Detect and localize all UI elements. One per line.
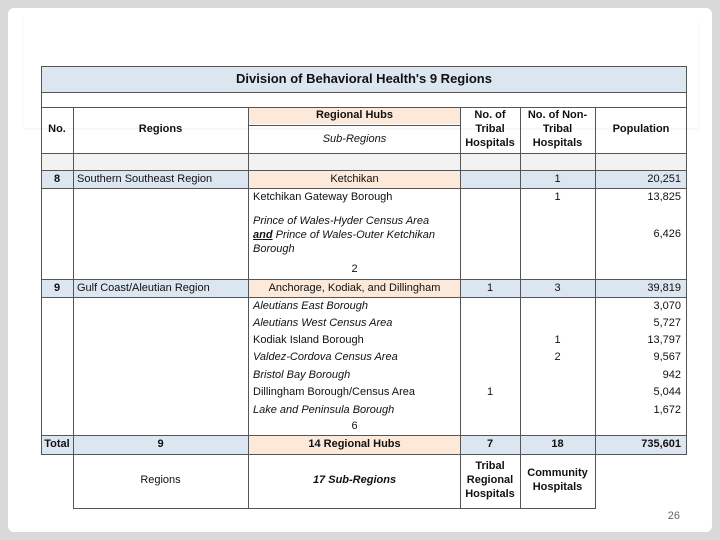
grid-line bbox=[595, 107, 596, 509]
footer-regions: Regions bbox=[140, 474, 181, 487]
row-9-nontribal: 3 bbox=[520, 280, 595, 297]
header-regional-hubs: Regional Hubs bbox=[249, 108, 460, 124]
sub-prince-of-wales-and: and bbox=[253, 229, 273, 242]
sub-bristol-bay: Bristol Bay Borough bbox=[253, 368, 351, 381]
total-population: 735,601 bbox=[595, 436, 687, 454]
sub-valdez-nontribal: 2 bbox=[554, 350, 561, 363]
spacer-row bbox=[41, 154, 687, 170]
sub-prince-of-wales-population: 6,426 bbox=[653, 227, 681, 240]
grid-line bbox=[248, 107, 249, 509]
sub-aleutians-west: Aleutians West Census Area bbox=[253, 316, 393, 329]
total-label: Total bbox=[41, 436, 73, 454]
sub-prince-of-wales-line2 bbox=[253, 229, 435, 243]
header-nontribal: No. of Non-Tribal Hospitals bbox=[527, 109, 588, 149]
header-population: Population bbox=[612, 123, 670, 136]
header-tribal: No. of Tribal Hospitals bbox=[465, 109, 515, 149]
grid-line bbox=[686, 66, 687, 455]
sub-lake-peninsula: Lake and Peninsula Borough bbox=[253, 403, 395, 416]
row-8-population: 20,251 bbox=[595, 171, 687, 188]
table-title: Division of Behavioral Health's 9 Regions bbox=[41, 66, 687, 92]
sub-lake-peninsula-population: 1,672 bbox=[653, 403, 681, 416]
header-sub-regions: Sub-Regions bbox=[322, 133, 387, 146]
grid-line bbox=[520, 107, 521, 509]
row-8-hub: Ketchikan bbox=[249, 171, 460, 188]
header-no: No. bbox=[48, 123, 66, 136]
footer-tribal: Tribal Regional Hospitals bbox=[465, 460, 515, 500]
sub-prince-of-wales-line1: Prince of Wales-Hyder Census Area bbox=[253, 215, 430, 228]
sub-kodiak: Kodiak Island Borough bbox=[253, 333, 364, 346]
row-9-region: Gulf Coast/Aleutian Region bbox=[73, 280, 248, 297]
row-8-tribal bbox=[460, 171, 520, 188]
sub-dillingham: Dillingham Borough/Census Area bbox=[253, 385, 416, 398]
page-number: 26 bbox=[667, 510, 680, 522]
row-9-population: 39,819 bbox=[595, 280, 687, 297]
grid-line bbox=[41, 92, 687, 93]
sub-ketchikan-nontribal: 1 bbox=[554, 190, 561, 203]
row-8-nontribal: 1 bbox=[520, 171, 595, 188]
row-9-no: 9 bbox=[41, 280, 73, 297]
grid-line bbox=[41, 297, 687, 298]
total-regions: 9 bbox=[73, 436, 248, 454]
grid-line bbox=[41, 153, 687, 154]
grid-line bbox=[73, 508, 595, 509]
sub-valdez-population: 9,567 bbox=[653, 350, 681, 363]
grid-line bbox=[41, 66, 42, 455]
row-9-hub: Anchorage, Kodiak, and Dillingham bbox=[249, 280, 460, 297]
grid-line bbox=[41, 188, 687, 189]
sub-aleutians-west-population: 5,727 bbox=[653, 316, 681, 329]
sub-prince-of-wales-line3: Borough bbox=[253, 242, 295, 255]
grid-line bbox=[41, 107, 687, 108]
sub-prince-of-wales-line2-text: Prince of Wales-Outer Ketchikan bbox=[275, 229, 435, 242]
sub-kodiak-population: 13,797 bbox=[647, 333, 681, 346]
row-8-no: 8 bbox=[41, 171, 73, 188]
row-8-sub-count: 2 bbox=[351, 262, 358, 275]
footer-community: Community Hospitals bbox=[527, 467, 588, 493]
row-9-sub-count: 6 bbox=[351, 419, 358, 432]
total-hubs: 14 Regional Hubs bbox=[249, 436, 460, 454]
sub-dillingham-tribal: 1 bbox=[486, 385, 494, 398]
sub-aleutians-east-population: 3,070 bbox=[653, 299, 681, 312]
grid-line bbox=[41, 454, 687, 455]
sub-kodiak-nontribal: 1 bbox=[554, 333, 561, 346]
row-9-tribal: 1 bbox=[460, 280, 520, 297]
sub-bristol-bay-population: 942 bbox=[662, 368, 681, 381]
sub-ketchikan-population: 13,825 bbox=[647, 190, 681, 203]
sub-valdez-cordova: Valdez-Cordova Census Area bbox=[253, 350, 398, 363]
sub-dillingham-population: 5,044 bbox=[653, 385, 681, 398]
row-8-region: Southern Southeast Region bbox=[73, 171, 248, 188]
total-nontribal: 18 bbox=[520, 436, 595, 454]
grid-line bbox=[460, 107, 461, 509]
sub-aleutians-east: Aleutians East Borough bbox=[253, 299, 368, 312]
sub-prince-of-wales bbox=[249, 208, 460, 264]
grid-line bbox=[41, 170, 687, 171]
sub-ketchikan-gateway: Ketchikan Gateway Borough bbox=[253, 190, 393, 203]
grid-line bbox=[41, 66, 687, 67]
header-regions: Regions bbox=[138, 123, 183, 136]
footer-sub-regions: 17 Sub-Regions bbox=[312, 474, 397, 487]
grid-line bbox=[41, 279, 687, 280]
grid-line bbox=[73, 107, 74, 509]
grid-line bbox=[41, 435, 687, 436]
total-tribal: 7 bbox=[460, 436, 520, 454]
grid-line bbox=[249, 125, 460, 126]
regions-table bbox=[41, 66, 687, 509]
